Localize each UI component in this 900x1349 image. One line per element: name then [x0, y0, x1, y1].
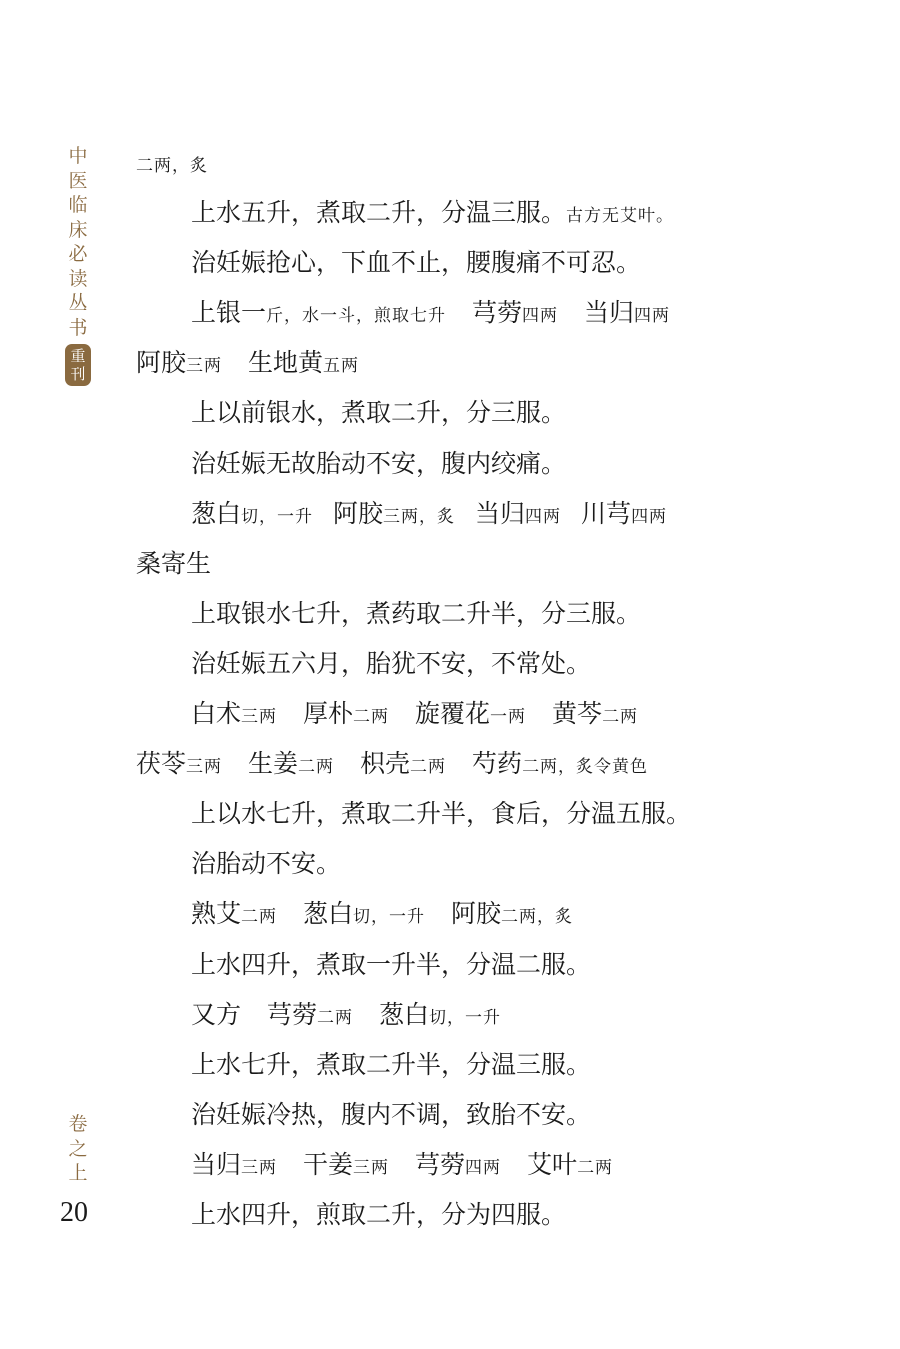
- dosage: 二两: [410, 757, 447, 778]
- herb-name: 葱白: [191, 498, 242, 528]
- line-text: 治胎动不安。: [191, 849, 342, 879]
- page-number: 20: [60, 1197, 88, 1228]
- dosage: 四两: [634, 306, 671, 327]
- herb-name: 桑寄生: [136, 548, 212, 578]
- herb-name: 当归: [191, 1149, 242, 1179]
- herb-name: 芎䓖: [415, 1149, 466, 1179]
- text-line: [0, 489, 900, 539]
- dosage: 二两: [602, 707, 639, 728]
- herb-name: 熟艾: [191, 899, 242, 929]
- herb-name: 当归: [584, 298, 635, 328]
- herb-name: 阿胶: [136, 348, 187, 378]
- herb-name: 生姜: [248, 749, 299, 779]
- herb-name: 阿胶: [451, 899, 502, 929]
- text-line: [0, 889, 900, 939]
- annotation: 斤，水一斗，煎取七升: [266, 306, 447, 327]
- dosage: 二两: [317, 1007, 354, 1028]
- text-line: [0, 839, 900, 889]
- text-line: [0, 1040, 900, 1090]
- series-title-char: 必: [68, 243, 88, 265]
- herb-name: 芎䓖: [267, 999, 318, 1029]
- seal-char: 重: [70, 347, 86, 365]
- text-line: [0, 789, 900, 839]
- series-title-char: 丛: [68, 292, 88, 314]
- dosage: 三两，炙: [383, 506, 456, 527]
- dosage: 二两: [353, 707, 390, 728]
- text-line: [0, 539, 900, 589]
- text-line: [0, 388, 900, 438]
- herb-name: 厚朴: [303, 699, 354, 729]
- line-text: 治妊娠抢心，下血不止，腰腹痛不可忍。: [191, 248, 642, 278]
- text-line: [0, 940, 900, 990]
- line-text: 上水四升，煎取二升，分为四服。: [191, 1199, 567, 1229]
- herb-name: 阿胶: [333, 498, 384, 528]
- series-title-char: 临: [68, 194, 88, 216]
- line-text: 治妊娠无故胎动不安，腹内绞痛。: [191, 448, 567, 478]
- dosage: 五两: [323, 356, 360, 377]
- text-line: [0, 338, 900, 388]
- series-title-char: 中: [68, 145, 88, 167]
- line-text: 上以前银水，煮取二升，分三服。: [191, 398, 567, 428]
- herb-name: 葱白: [303, 899, 354, 929]
- line-text: 上水七升，煮取二升半，分温三服。: [191, 1049, 592, 1079]
- dosage: 二两: [298, 757, 335, 778]
- line-text: 上取银水七升，煮药取二升半，分三服。: [191, 598, 642, 628]
- line-text: 上银一: [191, 298, 267, 328]
- dosage: 切，一升: [429, 1007, 502, 1028]
- text-line: [0, 589, 900, 639]
- herb-name: 川芎: [581, 498, 632, 528]
- series-title-char: 医: [68, 169, 88, 192]
- dosage: 一两: [490, 707, 527, 728]
- herb-name: 旋覆花: [415, 699, 491, 729]
- herb-name: 干姜: [303, 1149, 354, 1179]
- seal-char: 刊: [70, 365, 86, 383]
- text-line: [0, 188, 900, 238]
- line-text: 上水四升，煮取一升半，分温二服。: [191, 949, 592, 979]
- line-text: 上以水七升，煮取二升半，食后，分温五服。: [191, 799, 692, 829]
- text-line: [0, 1140, 900, 1190]
- volume-char: 卷: [68, 1113, 88, 1135]
- herb-name: 生地黄: [248, 348, 324, 378]
- text-line: [0, 689, 900, 739]
- herb-name: 芎䓖: [472, 298, 523, 328]
- text-line: [0, 138, 900, 188]
- dosage: 三两: [241, 1157, 278, 1178]
- herb-name: 芍药: [472, 749, 523, 779]
- dosage: 四两: [525, 506, 562, 527]
- dosage: 四两: [631, 506, 668, 527]
- herb-name: 黄芩: [552, 699, 603, 729]
- text-line: [0, 990, 900, 1040]
- herb-name: 当归: [475, 498, 526, 528]
- dosage: 二两: [241, 907, 278, 928]
- dosage: 二两，炙令黄色: [522, 757, 649, 778]
- herb-name: 枳壳: [360, 749, 411, 779]
- annotation: 二两，炙: [136, 156, 208, 176]
- dosage: 二两: [577, 1157, 614, 1178]
- dosage: 三两: [241, 707, 278, 728]
- dosage: 三两: [186, 356, 223, 377]
- herb-name: 艾叶: [527, 1149, 578, 1179]
- herb-name: 茯苓: [136, 749, 187, 779]
- series-title-char: 书: [68, 316, 88, 339]
- series-title-char: 读: [68, 267, 88, 290]
- volume-char: 之: [68, 1137, 88, 1160]
- dosage: 四两: [465, 1157, 502, 1178]
- text-line: [0, 439, 900, 489]
- dosage: 四两: [522, 306, 559, 327]
- text-line: [0, 288, 900, 338]
- text-line: [0, 1090, 900, 1140]
- dosage: 三两: [186, 757, 223, 778]
- series-title-char: 床: [68, 218, 88, 241]
- volume-char: 上: [68, 1162, 88, 1184]
- line-text: 又方: [191, 999, 242, 1029]
- herb-name: 葱白: [379, 999, 430, 1029]
- text-line: [0, 639, 900, 689]
- dosage: 切，一升: [353, 907, 426, 928]
- text-line: [0, 238, 900, 288]
- line-text: 治妊娠五六月，胎犹不安，不常处。: [191, 648, 592, 678]
- annotation: 古方无艾叶。: [566, 206, 675, 227]
- dosage: 三两: [353, 1157, 390, 1178]
- text-line: [0, 1190, 900, 1240]
- dosage: 二两，炙: [501, 907, 574, 928]
- line-text: 上水五升，煮取二升，分温三服。: [191, 198, 567, 228]
- page-body: [0, 138, 900, 1240]
- herb-name: 白术: [191, 699, 242, 729]
- line-text: 治妊娠冷热，腹内不调，致胎不安。: [191, 1099, 592, 1129]
- text-line: [0, 739, 900, 789]
- dosage: 切，一升: [241, 506, 314, 527]
